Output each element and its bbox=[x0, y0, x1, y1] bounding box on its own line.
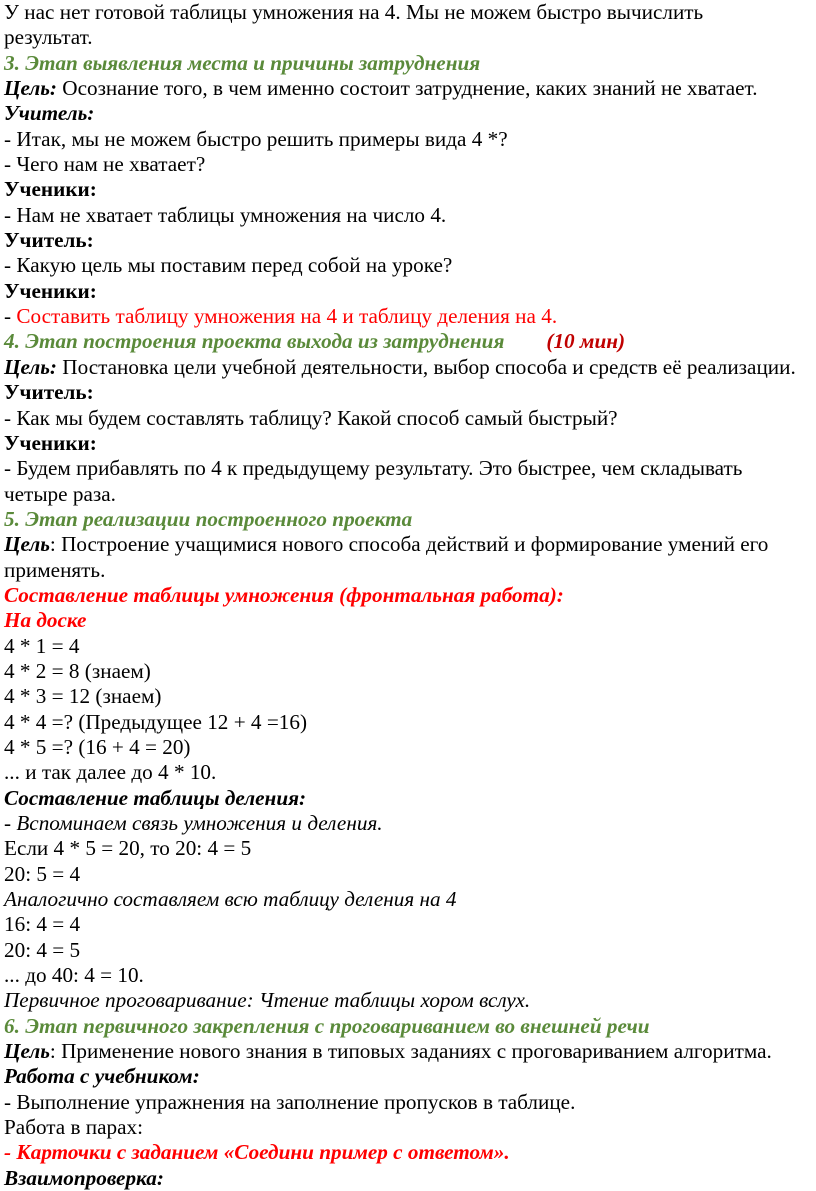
speaker-teacher: Учитель: bbox=[4, 101, 95, 126]
paragraph-line: применять. bbox=[4, 557, 106, 582]
equation-line: 4 * 1 = 4 bbox=[4, 633, 80, 658]
goal-label: Цель: bbox=[4, 76, 57, 101]
dash: - bbox=[4, 304, 17, 329]
paragraph-line: - Выполнение упражнения на заполнение пропусков в таблице. bbox=[4, 1089, 576, 1114]
equation-line: 16: 4 = 4 bbox=[4, 912, 81, 937]
on-board-heading: На доске bbox=[4, 608, 87, 633]
speaker-students: Ученики: bbox=[4, 278, 97, 303]
stage-4-heading bbox=[4, 329, 812, 354]
dialogue-line: - Какую цель мы поставим перед собой на уроке? bbox=[4, 253, 453, 278]
dialogue-line bbox=[4, 304, 812, 329]
lesson-goal-highlight: Составить таблицу умножения на 4 и таблицу деления на 4. bbox=[16, 304, 558, 329]
goal-line bbox=[4, 532, 812, 557]
paragraph-line: Аналогично составляем всю таблицу деления на 4 bbox=[4, 887, 457, 912]
goal-line bbox=[4, 1039, 812, 1064]
goal-line bbox=[4, 355, 812, 380]
paragraph-line: - Вспоминаем связь умножения и деления. bbox=[4, 811, 383, 835]
dialogue-line: четыре раза. bbox=[4, 481, 116, 506]
dialogue-line: - Будем прибавлять по 4 к предыдущему результату. Это быстрее, чем складывать bbox=[4, 456, 743, 481]
paragraph-line: результат. bbox=[4, 25, 93, 50]
dialogue-line: - Как мы будем составлять таблицу? Какой способ самый быстрый? bbox=[4, 405, 618, 430]
speaker-students: Ученики: bbox=[4, 430, 97, 455]
goal-label: Цель: bbox=[4, 354, 57, 379]
dialogue-line: - Итак, мы не можем быстро решить примеры вида 4 *? bbox=[4, 126, 508, 151]
equation-line: 4 * 4 =? (Предыдущее 12 + 4 =16) bbox=[4, 709, 308, 734]
goal-label: Цель bbox=[4, 532, 50, 557]
textbook-work-heading: Работа с учебником: bbox=[4, 1064, 200, 1089]
goal-text: : Построение учащимися нового способа действий и формирование умений его bbox=[49, 532, 769, 557]
stage-6-heading: 6. Этап первичного закрепления с проговариванием во внешней речи bbox=[4, 1013, 650, 1038]
dialogue-line: - Чего нам не хватает? bbox=[4, 152, 206, 177]
speaker-teacher: Учитель: bbox=[4, 380, 94, 405]
goal-text: : Применение нового знания в типовых заданиях с проговариванием алгоритма. bbox=[49, 1039, 772, 1064]
goal-text: Постановка цели учебной деятельности, выбор способа и средств её реализации. bbox=[56, 354, 796, 379]
division-table-heading: Составление таблицы деления: bbox=[4, 785, 307, 810]
peer-review-heading: Взаимопроверка: bbox=[4, 1165, 164, 1190]
goal-label: Цель bbox=[4, 1039, 50, 1064]
speaker-teacher: Учитель: bbox=[4, 228, 94, 253]
multiplication-table-heading: Составление таблицы умножения (фронтальная работа): bbox=[4, 582, 564, 607]
equation-line: 4 * 5 =? (16 + 4 = 20) bbox=[4, 734, 191, 759]
stage-5-heading: 5. Этап реализации построенного проекта bbox=[4, 506, 413, 531]
stage-4-title: 4. Этап построения проекта выхода из затруднения bbox=[4, 329, 505, 354]
equation-line: 20: 5 = 4 bbox=[4, 861, 81, 886]
equation-line: 4 * 2 = 8 (знаем) bbox=[4, 658, 151, 683]
equation-line: 4 * 3 = 12 (знаем) bbox=[4, 684, 162, 709]
paragraph-line: У нас нет готовой таблицы умножения на 4. Мы не можем быстро вычислить bbox=[4, 0, 704, 24]
equation-line: 20: 4 = 5 bbox=[4, 937, 81, 962]
goal-text: Осознание того, в чем именно состоит затруднение, каких знаний не хватает. bbox=[56, 76, 758, 101]
paragraph-line: Первичное проговаривание: Чтение таблицы хором вслух. bbox=[4, 988, 531, 1013]
paragraph-line: Работа в парах: bbox=[4, 1115, 144, 1140]
goal-line bbox=[4, 76, 812, 101]
equation-line: ... до 40: 4 = 10. bbox=[4, 963, 144, 988]
cards-task-line: - Карточки с заданием «Соедини пример с ответом». bbox=[4, 1140, 510, 1165]
stage-4-time: (10 мин) bbox=[546, 329, 626, 354]
equation-line: ... и так далее до 4 * 10. bbox=[4, 760, 217, 785]
dialogue-line: - Нам не хватает таблицы умножения на число 4. bbox=[4, 202, 447, 227]
stage-3-heading: 3. Этап выявления места и причины затруднения bbox=[4, 50, 481, 75]
equation-line: Если 4 * 5 = 20, то 20: 4 = 5 bbox=[4, 836, 252, 861]
speaker-students: Ученики: bbox=[4, 177, 97, 202]
